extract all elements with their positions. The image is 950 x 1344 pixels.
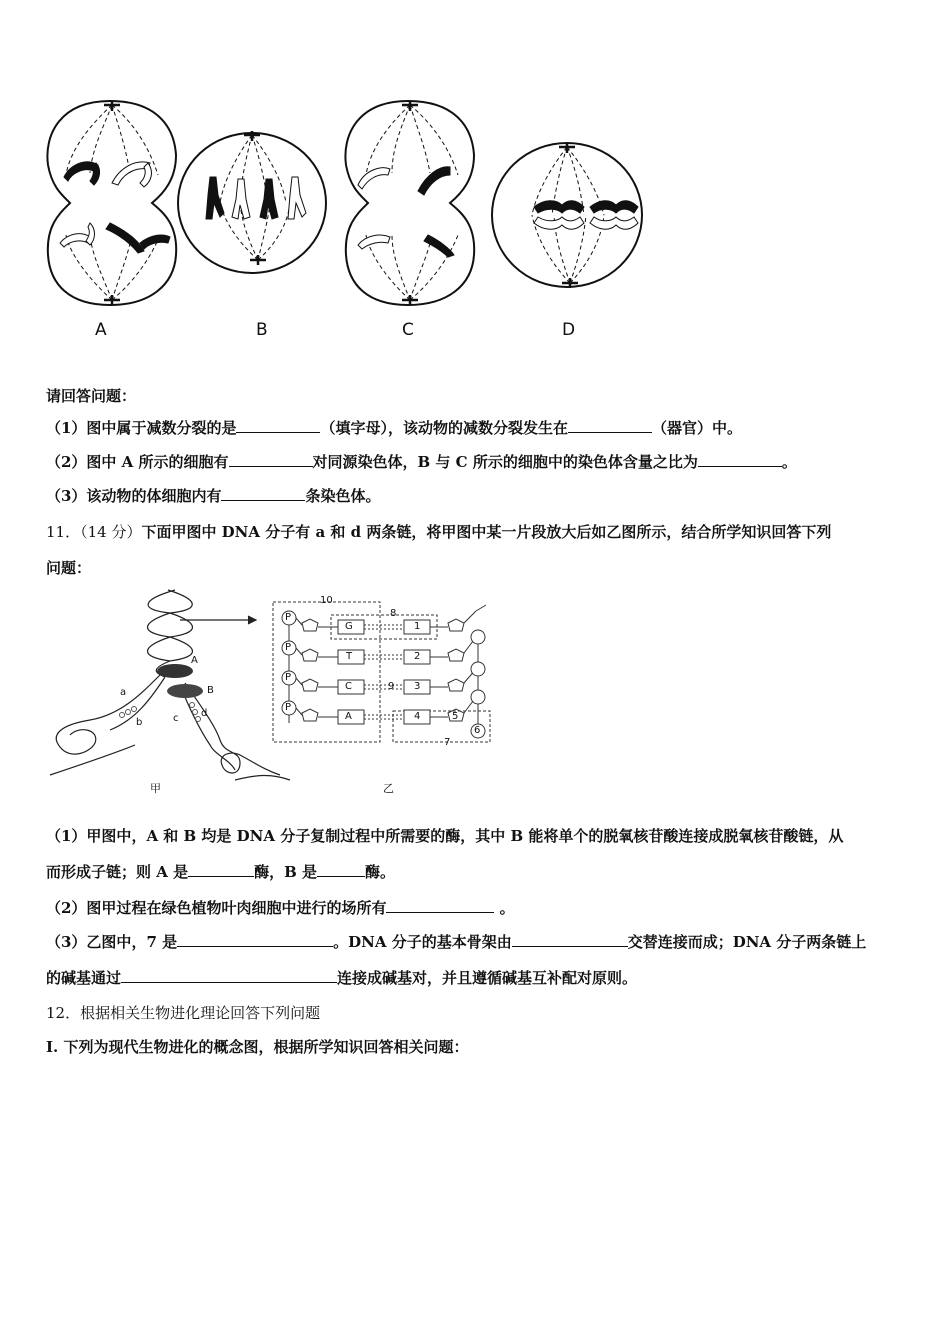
base-A: A: [345, 711, 352, 722]
base-C: C: [345, 681, 352, 692]
blank: [188, 862, 254, 877]
q11-part3: （3）乙图中，7 是 。DNA 分子的基本骨架由 交替连接而成；DNA 分子两条链上: [46, 933, 867, 951]
jia-label-c: c: [173, 713, 179, 724]
q10-part2: （2）图中 A 所示的细胞有 对同源染色体，B 与 C 所示的细胞中的染色体含量之比为 。: [46, 453, 797, 471]
label-7: 7: [444, 737, 451, 748]
q10-part1: （1）图中属于减数分裂的是 （填字母），该动物的减数分裂发生在 （器官）中。: [46, 419, 742, 437]
strand-d: [185, 683, 280, 775]
yi-caption: 乙: [383, 782, 394, 795]
base-4: 4: [414, 711, 421, 722]
q12-part-I: I. 下列为现代生物进化的概念图，根据所学知识回答相关问题：: [46, 1038, 469, 1056]
enzyme-b: [167, 684, 203, 698]
phosphate-4: P: [285, 702, 292, 713]
blank: [698, 452, 782, 467]
q11-stem: 11．（14 分）下面甲图中 DNA 分子有 a 和 d 两条链，将甲图中某一片段放大后如乙图所示，结合所学知识回答下列: [46, 523, 832, 541]
jia-label-b: b: [136, 717, 143, 728]
cell-label-b: B: [256, 320, 268, 340]
cell-c-membrane: [345, 101, 474, 305]
jia-label-d: d: [201, 708, 208, 719]
base-G: G: [345, 621, 353, 632]
blank: [568, 418, 652, 433]
q10-part3: （3）该动物的体细胞内有 条染色体。: [46, 487, 381, 505]
strand-a: [56, 675, 160, 754]
cell-label-a: A: [95, 320, 107, 340]
label-8: 8: [390, 608, 397, 619]
jia-label-a: a: [120, 687, 127, 698]
cell-label-c: C: [402, 320, 414, 340]
blank: [512, 932, 628, 947]
base-2: 2: [414, 651, 421, 662]
label-6: 6: [474, 725, 481, 736]
blank: [317, 862, 365, 877]
cell-b-membrane: [178, 133, 326, 273]
phosphate-3: P: [285, 672, 292, 683]
blank: [121, 968, 337, 983]
phosphate-1: P: [285, 612, 292, 623]
dna-figure: [40, 585, 510, 800]
cell-a-membrane: [47, 101, 176, 305]
blank: [177, 932, 333, 947]
base-T: T: [346, 651, 353, 662]
cell-d-membrane: [492, 143, 642, 287]
jia-label-B: B: [207, 685, 214, 696]
label-10: 10: [320, 595, 333, 606]
cell-label-d: D: [562, 320, 576, 340]
dna-helix-top: [148, 590, 176, 677]
label-5: 5: [452, 711, 459, 722]
cell-division-figure: [40, 95, 650, 350]
label-9: 9: [388, 681, 395, 692]
q11-stem-cont: 问题：: [46, 559, 92, 577]
base-1: 1: [414, 621, 421, 632]
q11-part1: （1）甲图中，A 和 B 均是 DNA 分子复制过程中所需要的酶，其中 B 能将单个的脱氧核苷酸连接成脱氧核苷酸链，从: [46, 827, 844, 845]
please-answer: 请回答问题：: [46, 387, 137, 405]
phosphate-2: P: [285, 642, 292, 653]
q11-part2: （2）图甲过程在绿色植物叶肉细胞中进行的场所有 。: [46, 899, 515, 917]
blank: [221, 486, 305, 501]
q11-part3-cont: 的碱基通过 连接成碱基对，并且遵循碱基互补配对原则。: [46, 969, 638, 987]
blank: [236, 418, 320, 433]
q12-stem: 12．根据相关生物进化理论回答下列问题: [46, 1004, 321, 1022]
base-3: 3: [414, 681, 421, 692]
blank: [229, 452, 313, 467]
jia-caption: 甲: [150, 782, 161, 795]
enzyme-a: [157, 664, 193, 678]
q11-part1-cont: 而形成子链；则 A 是 酶，B 是 酶。: [46, 863, 396, 881]
blank: [386, 898, 494, 913]
jia-label-A: A: [191, 655, 198, 666]
